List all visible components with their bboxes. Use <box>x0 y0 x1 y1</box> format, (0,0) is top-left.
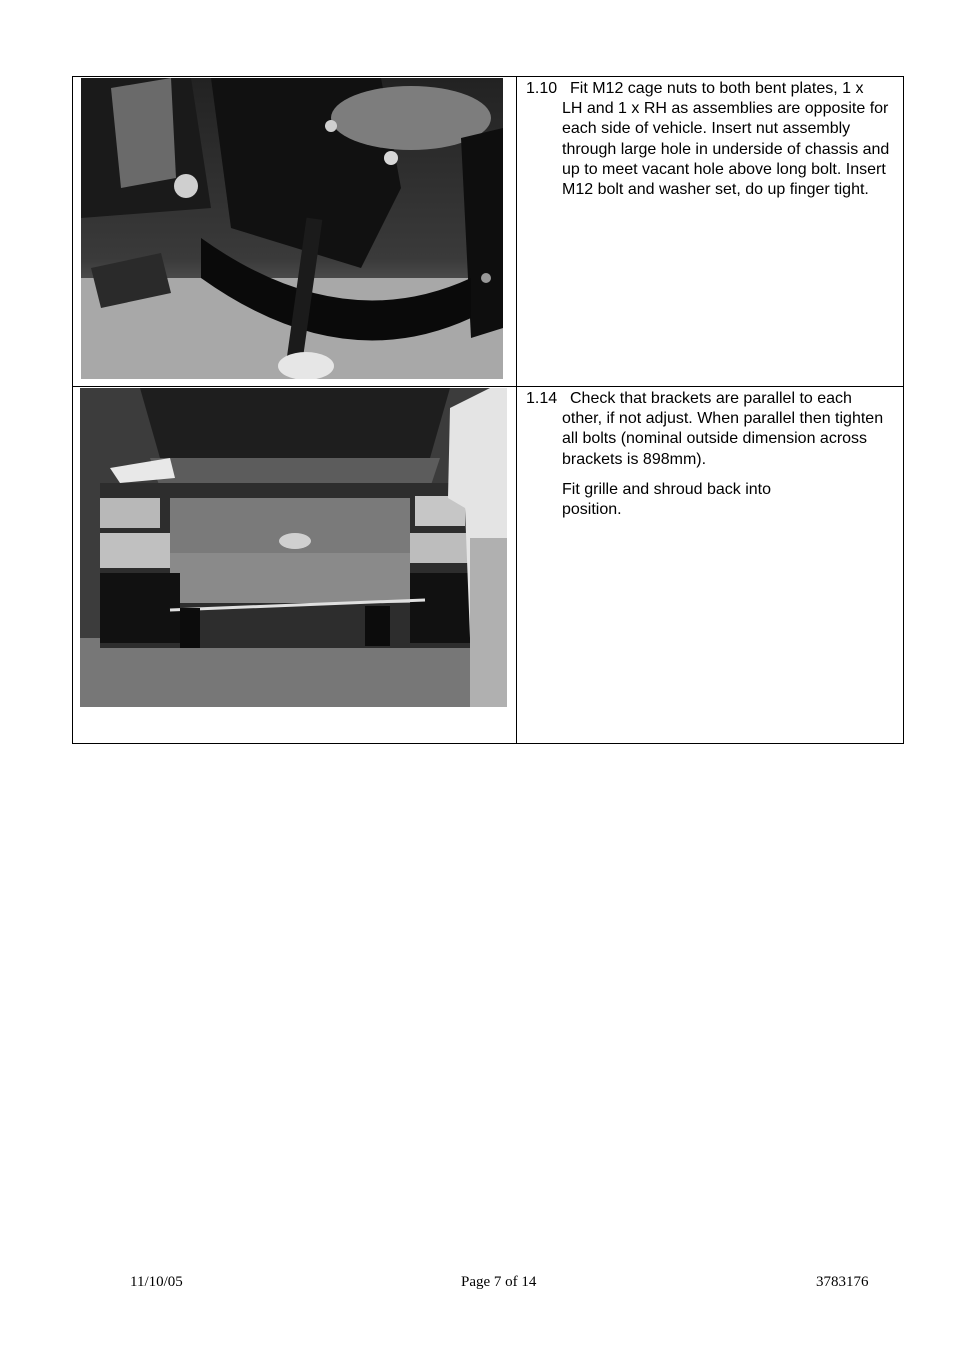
step-number: 1.10 <box>526 80 558 97</box>
footer-page-number: Page 7 of 14 <box>461 1274 537 1290</box>
step-1-14 <box>517 387 903 520</box>
instruction-text-cell <box>517 387 904 744</box>
instruction-table <box>72 76 904 744</box>
vehicle-front-measuring-photo <box>80 388 507 707</box>
footer-document-number: 3783176 <box>816 1274 869 1290</box>
step-1-10 <box>517 77 903 200</box>
step-text-first-line: Check that brackets are parallel to each <box>570 390 852 407</box>
instruction-row <box>73 387 904 744</box>
underside-chassis-photo <box>81 78 503 379</box>
instruction-row <box>73 77 904 387</box>
footer-date: 11/10/05 <box>130 1274 183 1290</box>
step-number: 1.14 <box>526 390 558 407</box>
step-text-first-line: Fit M12 cage nuts to both bent plates, 1 x <box>570 80 864 97</box>
step-extra-paragraph: Fit grille and shroud back into position. <box>562 480 771 519</box>
instruction-text-cell <box>517 77 904 387</box>
step-text: LH and 1 x RH as assemblies are opposite for each side of vehicle. Insert nut assembly through large hole in underside of chassis and up to meet vacant hole above long bolt. Insert M12 bolt and washer set, do up finger tight. <box>562 100 890 199</box>
photo-cell <box>73 387 517 744</box>
step-text: other, if not adjust. When parallel then tighten all bolts (nominal outside dimension across brackets is 898mm). <box>562 410 884 468</box>
photo-cell <box>73 77 517 387</box>
